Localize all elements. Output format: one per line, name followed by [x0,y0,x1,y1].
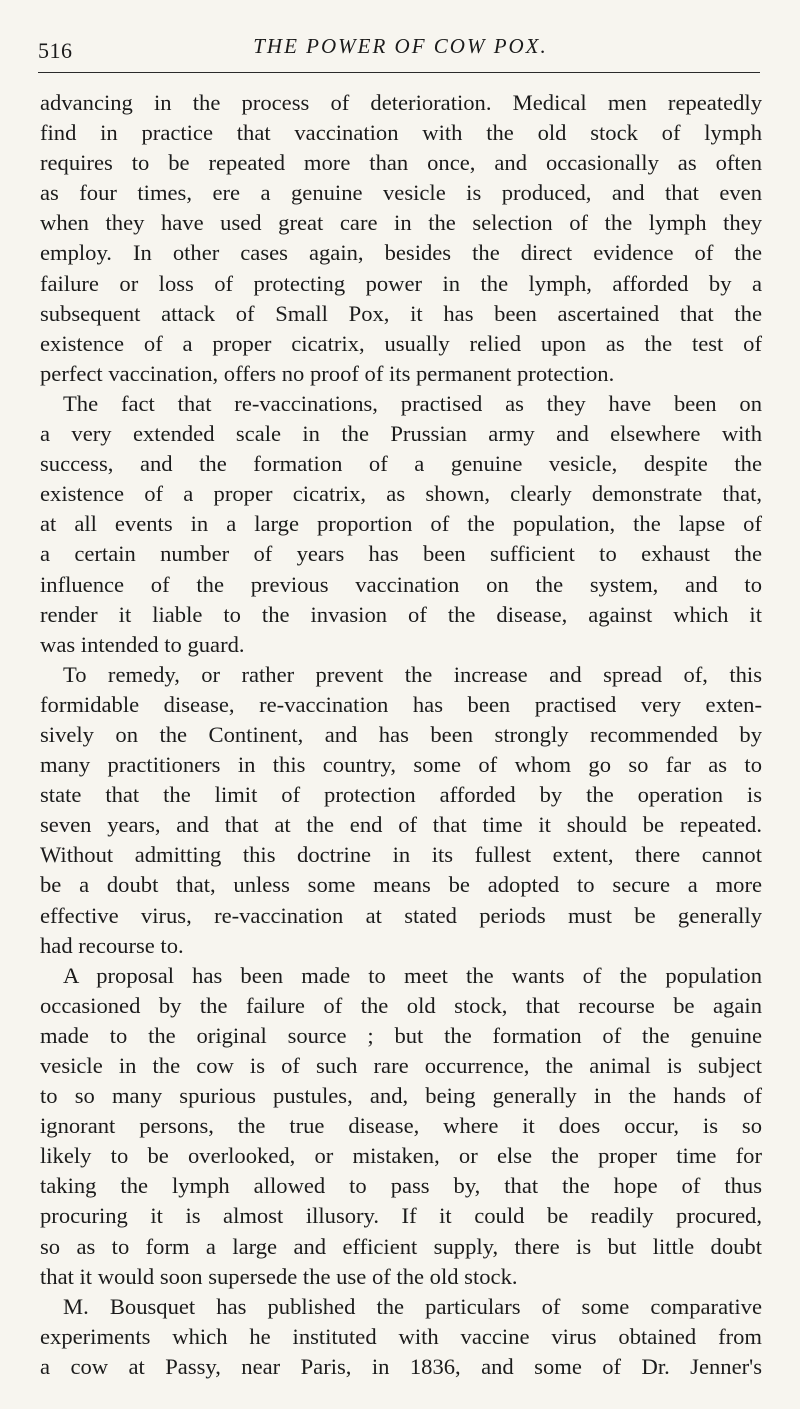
text-line: existence of a proper cicatrix, usually relied upon as the test of [40,330,762,356]
text-line: requires to be repeated more than once, and occasionally as often [40,150,762,176]
text-line: state that the limit of protection afforded by the operation is [40,782,762,808]
text-line: subsequent attack of Small Pox, it has been ascertained that the [40,300,762,326]
text-line: employ. In other cases again, besides the direct evidence of the [40,240,762,266]
text-line: a cow at Passy, near Paris, in 1836, and some of Dr. Jenner's [40,1353,762,1379]
text-line: To remedy, or rather prevent the increase and spread of, this [63,661,762,687]
text-line: existence of a proper cicatrix, as shown, clearly demonstrate that, [40,481,762,507]
paragraph-3 [40,660,762,961]
text-line: The fact that re-vaccinations, practised as they have been on [63,390,762,416]
text-line: to so many spurious pustules, and, being generally in the hands of [40,1083,762,1109]
text-line: seven years, and that at the end of that time it should be repeated. [40,812,762,838]
text-line: A proposal has been made to meet the wants of the population [63,962,762,988]
text-line: sively on the Continent, and has been strongly recommended by [40,721,762,747]
text-line: M. Bousquet has published the particulars of some comparative [63,1293,762,1319]
text-line: success, and the formation of a genuine vesicle, despite the [40,451,762,477]
body-text [40,88,762,1382]
paragraph-4 [40,961,762,1292]
text-line: Without admitting this doctrine in its fullest extent, there cannot [40,842,762,868]
text-line: that it would soon supersede the use of the old stock. [40,1263,518,1289]
running-title: THE POWER OF COW POX. [253,34,548,58]
text-line: be a doubt that, unless some means be adopted to secure a more [40,872,762,898]
text-line: many practitioners in this country, some of whom go so far as to [40,752,762,778]
paragraph-1 [40,88,762,389]
text-line: vesicle in the cow is of such rare occurrence, the animal is subject [40,1053,762,1078]
text-line: had recourse to. [40,932,184,958]
text-line: influence of the previous vaccination on the system, and to [40,571,762,597]
text-line: was intended to guard. [40,631,245,657]
text-line: failure or loss of protecting power in the lymph, afforded by a [40,270,762,296]
text-line: as four times, ere a genuine vesicle is produced, and that even [40,180,762,206]
text-line: a certain number of years has been sufficient to exhaust the [40,541,762,567]
text-line: formidable disease, re-vaccination has been practised very exten- [40,691,762,717]
text-line: find in practice that vaccination with the old stock of lymph [40,120,762,146]
header-rule [38,72,760,73]
text-line: procuring it is almost illusory. If it could be readily procured, [40,1203,762,1229]
text-line: a very extended scale in the Prussian army and elsewhere with [40,421,762,447]
page-number: 516 [38,38,73,63]
text-line: advancing in the process of deterioration. Medical men repeatedly [40,90,762,115]
text-line: made to the original source ; but the formation of the genuine [40,1022,762,1048]
text-line: effective virus, re-vaccination at stated periods must be generally [40,902,762,928]
text-line: when they have used great care in the selection of the lymph they [40,210,762,236]
text-line: taking the lymph allowed to pass by, that the hope of thus [40,1173,762,1199]
text-line: at all events in a large proportion of the population, the lapse of [40,511,762,537]
text-line: render it liable to the invasion of the disease, against which it [40,601,762,627]
text-line: likely to be overlooked, or mistaken, or else the proper time for [40,1143,762,1169]
paragraph-2 [40,389,762,660]
page-header [38,30,763,64]
text-line: so as to form a large and efficient supply, there is but little doubt [40,1233,762,1259]
text-line: experiments which he instituted with vaccine virus obtained from [40,1323,762,1349]
paragraph-5 [40,1292,762,1382]
text-line: perfect vaccination, offers no proof of its permanent protection. [40,360,615,386]
text-line: occasioned by the failure of the old stock, that recourse be again [40,992,762,1018]
text-line: ignorant persons, the true disease, where it does occur, is so [40,1113,762,1139]
